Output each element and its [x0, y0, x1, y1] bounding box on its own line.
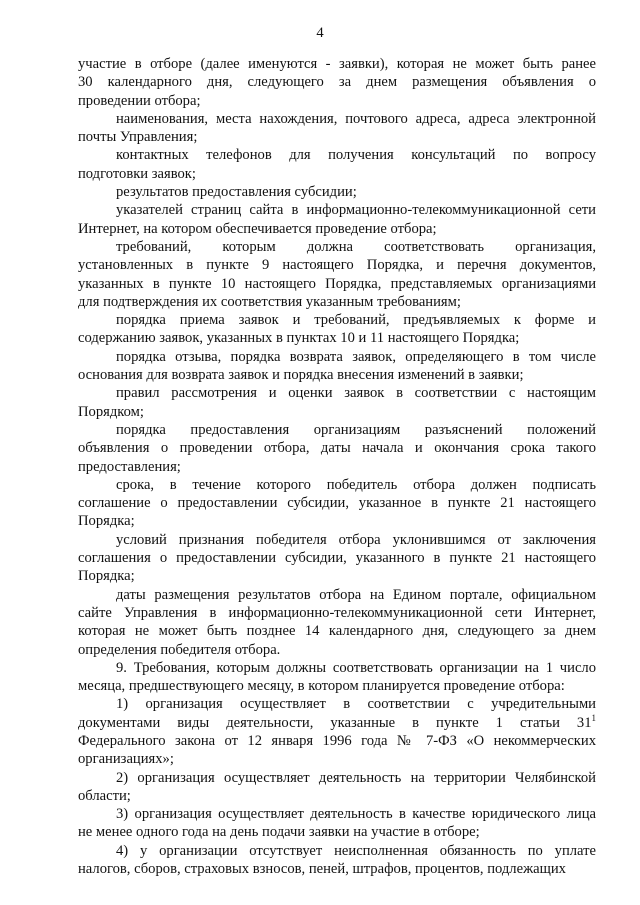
text-line: объявления о проведении отбора, даты начала и окончания срока такого: [78, 440, 596, 457]
text-line: Порядком;: [78, 403, 144, 420]
footnote-superscript: 1: [591, 712, 596, 723]
text-line: участие в отборе (далее именуются - заявки), которая не может быть ранее: [78, 56, 596, 72]
text-line: соглашение о предоставлении субсидии, указанное в пункте 21 настоящего: [78, 495, 596, 512]
paragraph: [78, 421, 596, 476]
text-line: срока, в течение которого победитель отбора должен подписать: [116, 476, 596, 493]
text-line: которая не может быть позднее 14 календарного дня, следующего за днем: [78, 623, 596, 640]
paragraph: [78, 311, 596, 348]
text-line: условий признания победителя отбора уклонившимся от заключения: [116, 531, 596, 548]
text-line: 3) организация осуществляет деятельность в качестве юридического лица: [116, 806, 596, 823]
text-line: Федерального закона от 12 января 1996 года № 7-ФЗ «О некоммерческих: [78, 732, 596, 749]
document-body: [78, 55, 596, 878]
text-line: порядка предоставления организациям разъяснений положений: [116, 421, 596, 438]
text-line: наименования, места нахождения, почтового адреса, адреса электронной: [116, 110, 596, 127]
paragraph: [78, 238, 596, 311]
text-line: 1) организация осуществляет в соответствии с учредительными: [116, 696, 596, 713]
paragraph: [78, 146, 596, 183]
text-line: указателей страниц сайта в информационно-телекоммуникационной сети: [116, 202, 596, 219]
text-line: 9. Требования, которым должны соответствовать организации на 1 число: [116, 659, 596, 676]
text-line: порядка отзыва, порядка возврата заявок, определяющего в том числе: [116, 348, 596, 365]
text-line: почты Управления;: [78, 129, 198, 146]
page-number: 4: [316, 25, 324, 41]
paragraph: [78, 183, 596, 201]
text-line: документами виды деятельности, указанные в пункте 1 статьи $31^1$: [78, 712, 596, 731]
text-line: даты размещения результатов отбора на Едином портале, официальном: [116, 586, 596, 603]
text-line: результатов предоставления субсидии;: [116, 184, 357, 201]
text-line: для подтверждения их соответствия указанным требованиям;: [78, 293, 461, 310]
text-line: требований, которым должна соответствовать организация,: [116, 238, 596, 255]
paragraph: [78, 384, 596, 421]
text-line: 30 календарного дня, следующего за днем размещения объявления о: [78, 74, 596, 91]
text-line: подготовки заявок;: [78, 165, 196, 182]
text-line: месяца, предшествующего месяцу, в котором планируется проведение отбора:: [78, 678, 565, 695]
paragraph: [78, 531, 596, 586]
text-line: указанных в пункте 10 настоящего Порядка, представляемых организациями: [78, 275, 596, 292]
paragraph: [78, 586, 596, 659]
paragraph: [78, 201, 596, 238]
text-line: не менее одного года на день подачи заявки на участие в отборе;: [78, 824, 480, 841]
paragraph: [78, 476, 596, 531]
paragraph: [78, 805, 596, 842]
text-line: контактных телефонов для получения консультаций по вопросу: [116, 147, 596, 164]
text-line: Интернет, на котором обеспечивается проведение отбора;: [78, 220, 437, 237]
text-line: Порядка;: [78, 513, 135, 530]
paragraph: [78, 695, 596, 768]
text-line: проведении отбора;: [78, 92, 201, 109]
text-line: определения победителя отбора.: [78, 641, 281, 658]
text-line: организациях»;: [78, 751, 174, 768]
text-line: содержанию заявок, указанных в пунктах 10 и 11 настоящего Порядка;: [78, 330, 520, 347]
text-line: 4) у организации отсутствует неисполненная обязанность по уплате: [116, 842, 596, 859]
text-line: 2) организация осуществляет деятельность на территории Челябинской: [116, 769, 596, 786]
paragraph: [78, 55, 596, 110]
paragraph: [78, 842, 596, 879]
paragraph: [78, 348, 596, 385]
text-line: области;: [78, 787, 131, 804]
paragraph: [78, 659, 596, 696]
paragraph: [78, 110, 596, 147]
text-line: установленных в пункте 9 настоящего Порядка, и перечня документов,: [78, 257, 596, 274]
text-line: правил рассмотрения и оценки заявок в соответствии с настоящим: [116, 385, 596, 402]
text-line: порядка приема заявок и требований, предъявляемых к форме и: [116, 312, 596, 329]
text-line: соглашения о предоставлении субсидии, указанного в пункте 21 настоящего: [78, 550, 596, 567]
text-line: предоставления;: [78, 458, 181, 475]
paragraph: [78, 769, 596, 806]
text-line: основания для возврата заявок и порядка внесения изменений в заявки;: [78, 367, 524, 384]
text-line: Порядка;: [78, 568, 135, 585]
text-line: налогов, сборов, страховых взносов, пеней, штрафов, процентов, подлежащих: [78, 861, 566, 878]
text-line: сайте Управления в информационно-телекоммуникационной сети Интернет,: [78, 604, 596, 621]
